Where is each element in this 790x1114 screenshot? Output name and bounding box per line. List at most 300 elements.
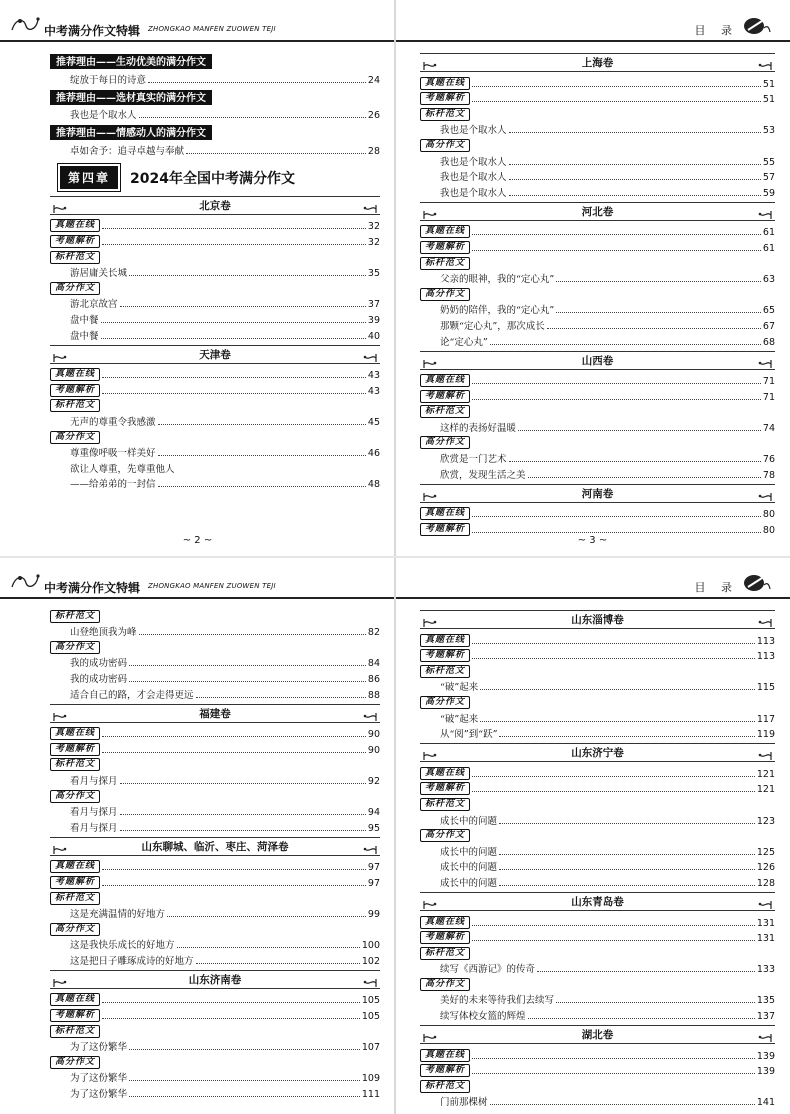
page-ref: 45 [367, 416, 380, 428]
toc-category-entry[interactable] [50, 248, 380, 264]
page-ref: 113 [756, 635, 775, 647]
toc-essay-entry[interactable] [420, 121, 775, 137]
toc-category-entry[interactable] [50, 991, 380, 1007]
category-tag: 高分作文 [50, 790, 100, 803]
toc-category-entry[interactable] [420, 403, 775, 419]
region-section-header [50, 837, 380, 856]
page-ref: 67 [762, 320, 775, 332]
toc-essay-entry[interactable] [420, 449, 775, 465]
page-number: ~ 2 ~ [182, 535, 213, 546]
toc-category-entry[interactable] [50, 787, 380, 803]
essay-title: 我也是个取水人 [440, 156, 507, 168]
essay-title: 看月与探月 [70, 822, 118, 834]
toc-category-entry[interactable] [420, 1062, 775, 1078]
toc-category-entry[interactable] [50, 1006, 380, 1022]
toc-category-entry[interactable] [50, 858, 380, 874]
scroll-ornament-icon [52, 841, 68, 860]
page-ref: 128 [756, 877, 775, 889]
pen-icon [742, 573, 772, 593]
dot-leader [102, 393, 366, 394]
essay-title: 那颗“定心丸”，那次成长 [440, 320, 545, 332]
scroll-ornament-icon [362, 974, 378, 993]
category-tag: 真题在线 [50, 993, 100, 1006]
page-ref: 76 [762, 454, 775, 466]
toc-category-entry[interactable] [420, 387, 775, 403]
essay-title: 奶奶的陪伴，我的“定心丸” [440, 305, 555, 317]
toc-category-entry[interactable] [420, 285, 775, 301]
toc-essay-entry[interactable] [420, 465, 775, 481]
toc-category-entry[interactable] [420, 136, 775, 152]
region-section-header [50, 196, 380, 215]
category-tag: 标杆范文 [420, 405, 470, 418]
essay-title: 欣赏是一门艺术 [440, 454, 507, 466]
toc-category-entry[interactable] [420, 505, 775, 521]
page-ref: 32 [367, 221, 380, 233]
page-ref: 123 [756, 815, 775, 827]
dot-leader [472, 383, 761, 384]
category-tag: 考题解析 [420, 241, 470, 254]
scroll-ornament-icon [52, 974, 68, 993]
page-ref: 113 [756, 651, 775, 663]
dot-leader [472, 791, 755, 792]
toc-essay-entry[interactable] [50, 444, 380, 460]
toc-essay-entry[interactable] [420, 183, 775, 199]
scroll-ornament-icon [757, 747, 773, 766]
toc-category-entry[interactable] [420, 1046, 775, 1062]
page-ref: 80 [762, 509, 775, 521]
category-tag: 高分作文 [420, 978, 470, 991]
category-tag: 真题在线 [50, 860, 100, 873]
header-rule [395, 597, 790, 599]
page-ref: 51 [762, 78, 775, 90]
page-ref: 119 [756, 729, 775, 741]
category-tag: 考题解析 [420, 649, 470, 662]
page-ref: 131 [756, 917, 775, 929]
category-tag: 标杆范文 [420, 665, 470, 678]
region-section-header [50, 345, 380, 364]
dot-leader [509, 195, 761, 196]
page-ref: 53 [762, 125, 775, 137]
toc-essay-entry[interactable] [420, 873, 775, 889]
essay-title: 山登绝顶我为峰 [70, 627, 137, 639]
page-ref: 137 [756, 1011, 775, 1023]
scroll-ornament-icon [422, 896, 438, 915]
essay-title: 绽放于每日的诗意 [70, 74, 147, 86]
toc-category-entry[interactable] [50, 397, 380, 413]
dot-leader [472, 925, 755, 926]
toc-essay-entry[interactable] [420, 991, 775, 1007]
scroll-ornament-icon [757, 614, 773, 633]
scroll-ornament-icon [757, 896, 773, 915]
chapter-heading [50, 163, 380, 193]
region-section-header [420, 53, 775, 72]
essay-title: 成长中的问题 [440, 815, 498, 827]
page-ref: 40 [367, 330, 380, 342]
header-rule [395, 40, 790, 42]
essay-title: 欲让人尊重，先尊重他人 [70, 463, 175, 475]
toc-essay-entry[interactable] [420, 709, 775, 725]
category-tag: 标杆范文 [50, 399, 100, 412]
toc-category-entry[interactable] [50, 1022, 380, 1038]
book-pinyin: ZHONGKAO MANFEN ZUOWEN TEJI [148, 25, 276, 33]
toc-essay-entry[interactable] [420, 725, 775, 741]
dot-leader [196, 963, 360, 964]
page-ref: 88 [367, 689, 380, 701]
page-ref: 24 [367, 74, 380, 86]
recommendation-heading: 推荐理由——生动优美的满分作文 [50, 54, 212, 69]
toc-category-entry[interactable] [50, 607, 380, 623]
toc-category-entry[interactable] [50, 725, 380, 741]
dot-leader [509, 164, 761, 165]
toc-essay-entry[interactable] [50, 141, 380, 157]
region-name: 山东济宁卷 [571, 747, 624, 760]
toc-essay-entry[interactable] [420, 270, 775, 286]
page-ref: 121 [756, 768, 775, 780]
essay-title: 成长中的问题 [440, 877, 498, 889]
region-section-header [420, 1025, 775, 1044]
page-ref: 121 [756, 784, 775, 796]
toc-essay-entry[interactable] [50, 475, 380, 491]
toc-essay-entry[interactable] [50, 326, 380, 342]
essay-title: 为了这份繁华 [70, 1042, 128, 1054]
header-rule [0, 597, 395, 599]
toc-essay-entry[interactable] [50, 295, 380, 311]
page-ref: 133 [756, 964, 775, 976]
toc-category-entry[interactable] [420, 795, 775, 811]
essay-title: 我也是个取水人 [440, 187, 507, 199]
spread-separator [0, 556, 790, 558]
toc-category-entry[interactable] [420, 631, 775, 647]
page-ref: 97 [367, 877, 380, 889]
toc-essay-entry[interactable] [420, 1093, 775, 1109]
scroll-ornament-icon [757, 355, 773, 374]
essay-title: 美好的未来等待我们去续写 [440, 995, 555, 1007]
chapter-title: 2024年全国中考满分作文 [130, 170, 295, 187]
region-section-header [420, 351, 775, 370]
page-ref: 71 [762, 376, 775, 388]
toc-category-entry[interactable] [420, 372, 775, 388]
page-ref: 90 [367, 744, 380, 756]
page-ref: 105 [361, 995, 380, 1007]
page-number: ~ 3 ~ [577, 535, 608, 546]
page-ref: 65 [762, 305, 775, 317]
category-tag: 真题在线 [420, 374, 470, 387]
region-name: 山东青岛卷 [571, 895, 624, 908]
scroll-ornament-icon [422, 614, 438, 633]
toc-category-entry[interactable] [50, 920, 380, 936]
toc-category-entry[interactable] [50, 279, 380, 295]
dot-leader [120, 783, 366, 784]
toc-label: 目 录 [694, 581, 738, 594]
toc-category-entry[interactable] [420, 929, 775, 945]
toc-essay-entry[interactable] [50, 951, 380, 967]
page-ref: 37 [367, 299, 380, 311]
toc-category-entry[interactable] [50, 366, 380, 382]
toc-category-entry[interactable] [50, 638, 380, 654]
toc-essay-entry[interactable] [420, 1006, 775, 1022]
toc-essay-entry[interactable] [420, 168, 775, 184]
dot-leader [472, 399, 761, 400]
page-ref: 57 [762, 172, 775, 184]
page-ref: 51 [762, 94, 775, 106]
dot-leader [102, 1002, 360, 1003]
category-tag: 考题解析 [420, 523, 470, 536]
dot-leader [472, 516, 761, 517]
toc-category-entry[interactable] [420, 520, 775, 536]
toc-essay-entry[interactable] [50, 669, 380, 685]
toc-category-entry[interactable] [50, 428, 380, 444]
region-name: 山东淄博卷 [571, 614, 624, 626]
category-tag: 真题在线 [50, 368, 100, 381]
toc-label: 目 录 [694, 24, 738, 37]
toc-essay-entry[interactable] [420, 418, 775, 434]
toc-essay-entry[interactable] [50, 654, 380, 670]
scroll-ornament-icon [52, 349, 68, 368]
toc-category-entry[interactable] [420, 105, 775, 121]
dot-leader [158, 424, 366, 425]
toc-category-entry[interactable] [50, 232, 380, 248]
essay-title: 游北京故宫 [70, 299, 118, 311]
dot-leader [167, 916, 366, 917]
category-tag: 标杆范文 [420, 257, 470, 270]
toc-content [50, 607, 380, 1100]
dot-leader [129, 1096, 360, 1097]
toc-category-entry[interactable] [50, 740, 380, 756]
toc-category-entry[interactable] [50, 381, 380, 397]
toc-essay-entry[interactable] [50, 1084, 380, 1100]
dot-leader [196, 697, 366, 698]
page-ref: 94 [367, 807, 380, 819]
page-ref: 86 [367, 673, 380, 685]
category-tag: 真题在线 [420, 767, 470, 780]
page-ref: 90 [367, 729, 380, 741]
toc-category-entry[interactable] [420, 434, 775, 450]
scroll-ornament-icon [362, 200, 378, 219]
toc-page-right-top [395, 0, 790, 557]
page-header [395, 0, 790, 44]
toc-category-entry[interactable] [50, 756, 380, 772]
toc-essay-entry[interactable] [420, 811, 775, 827]
region-name: 北京卷 [199, 199, 231, 212]
category-tag: 真题在线 [420, 1049, 470, 1062]
dot-leader [480, 721, 755, 722]
dot-leader [472, 1073, 755, 1074]
page-ref: 80 [762, 524, 775, 536]
category-tag: 标杆范文 [50, 1025, 100, 1038]
essay-title: 从“阅”到“跃” [440, 729, 498, 741]
category-tag: 高分作文 [50, 1056, 100, 1069]
region-name: 上海卷 [581, 57, 614, 69]
page-ref: 35 [367, 268, 380, 280]
dot-leader [101, 338, 366, 339]
page-ref: 117 [756, 713, 775, 725]
dot-leader [528, 477, 761, 478]
essay-title: 成长中的问题 [440, 862, 498, 874]
dot-leader [120, 306, 366, 307]
toc-category-entry[interactable] [420, 975, 775, 991]
page-ref: 109 [361, 1073, 380, 1085]
category-tag: 标杆范文 [420, 798, 470, 811]
dot-leader [480, 689, 755, 690]
category-tag: 高分作文 [420, 139, 470, 152]
toc-category-entry[interactable] [420, 693, 775, 709]
essay-title: 父亲的眼神，我的“定心丸” [440, 274, 555, 286]
toc-essay-entry[interactable] [420, 152, 775, 168]
toc-essay-entry[interactable] [50, 685, 380, 701]
toc-category-entry[interactable] [50, 1053, 380, 1069]
dot-leader [102, 1018, 360, 1019]
category-tag: 高分作文 [420, 436, 470, 449]
category-tag: 考题解析 [420, 390, 470, 403]
region-section-header [420, 484, 775, 503]
toc-category-entry[interactable] [420, 913, 775, 929]
pen-icon [742, 16, 772, 36]
scroll-ornament-icon [422, 206, 438, 225]
dot-leader [556, 1002, 755, 1003]
category-tag: 真题在线 [420, 916, 470, 929]
dot-leader [129, 665, 366, 666]
toc-essay-entry[interactable] [50, 106, 380, 122]
page-ref: 28 [367, 145, 380, 157]
scroll-ornament-icon [422, 355, 438, 374]
page-ref: 43 [367, 385, 380, 397]
category-tag: 标杆范文 [420, 1080, 470, 1093]
region-name: 福建卷 [199, 707, 231, 720]
dot-leader [102, 377, 366, 378]
toc-content [420, 607, 775, 1108]
toc-essay-entry[interactable] [50, 803, 380, 819]
region-section-header [420, 202, 775, 221]
region-section-header [420, 743, 775, 762]
dot-leader [528, 1018, 755, 1019]
page-ref: 111 [361, 1089, 380, 1101]
category-tag: 标杆范文 [50, 758, 100, 771]
essay-title: 为了这份繁华 [70, 1089, 128, 1101]
dot-leader [102, 228, 366, 229]
scroll-ornament-icon [52, 200, 68, 219]
toc-category-entry[interactable] [50, 217, 380, 233]
page-ref: 55 [762, 156, 775, 168]
page-header [395, 557, 790, 601]
dot-leader [472, 250, 761, 251]
category-tag: 高分作文 [50, 641, 100, 654]
dot-leader [556, 281, 761, 282]
essay-title: 这样的表扬好温暖 [440, 422, 517, 434]
page-ref: 74 [762, 422, 775, 434]
toc-essay-entry[interactable] [50, 771, 380, 787]
toc-essay-entry[interactable] [420, 842, 775, 858]
toc-category-entry[interactable] [420, 74, 775, 90]
toc-category-entry[interactable] [420, 254, 775, 270]
book-title: 中考满分作文特辑 [44, 24, 141, 38]
toc-category-entry[interactable] [420, 647, 775, 663]
scroll-ornament-icon [52, 708, 68, 727]
category-tag: 真题在线 [420, 77, 470, 90]
dot-leader [158, 455, 366, 456]
toc-category-entry[interactable] [50, 889, 380, 905]
page-ref: 84 [367, 658, 380, 670]
toc-category-entry[interactable] [420, 223, 775, 239]
dot-leader [129, 1049, 360, 1050]
toc-essay-entry[interactable] [420, 678, 775, 694]
toc-essay-entry[interactable] [420, 301, 775, 317]
scroll-ornament-icon [362, 349, 378, 368]
essay-title: 卓如舍予：追寻卓越与奉献 [70, 145, 185, 157]
dot-leader [102, 752, 366, 753]
category-tag: 标杆范文 [420, 947, 470, 960]
toc-essay-entry[interactable] [420, 858, 775, 874]
toc-category-entry[interactable] [420, 780, 775, 796]
page-ref: 141 [756, 1097, 775, 1109]
toc-essay-entry[interactable] [420, 332, 775, 348]
toc-essay-entry[interactable] [50, 264, 380, 280]
toc-essay-entry[interactable] [50, 905, 380, 921]
dot-leader [177, 947, 360, 948]
category-tag: 高分作文 [420, 829, 470, 842]
toc-essay-entry[interactable] [50, 623, 380, 639]
page-ref: 59 [762, 187, 775, 199]
toc-essay-entry[interactable] [50, 459, 380, 475]
page-ref: 135 [756, 995, 775, 1007]
essay-title: 我的成功密码 [70, 658, 128, 670]
category-tag: 高分作文 [420, 288, 470, 301]
essay-title: 这是充满温情的好地方 [70, 909, 166, 921]
toc-category-entry[interactable] [50, 873, 380, 889]
dot-leader [499, 885, 755, 886]
dot-leader [499, 869, 755, 870]
page-ref: 63 [762, 274, 775, 286]
toc-essay-entry[interactable] [50, 70, 380, 86]
page-ref: 139 [756, 1050, 775, 1062]
dot-leader [120, 830, 366, 831]
page-ref: 61 [762, 242, 775, 254]
toc-essay-entry[interactable] [50, 310, 380, 326]
toc-category-entry[interactable] [420, 662, 775, 678]
toc-essay-entry[interactable] [50, 1069, 380, 1085]
toc-category-entry[interactable] [420, 90, 775, 106]
toc-category-entry[interactable] [420, 827, 775, 843]
dot-leader [509, 179, 761, 180]
toc-category-entry[interactable] [420, 764, 775, 780]
page-ref: 131 [756, 933, 775, 945]
region-section-header [420, 892, 775, 911]
toc-category-entry[interactable] [420, 238, 775, 254]
book-pinyin: ZHONGKAO MANFEN ZUOWEN TEJI [148, 582, 276, 590]
category-tag: 考题解析 [50, 876, 100, 889]
essay-title: 这是我快乐成长的好地方 [70, 940, 175, 952]
dot-leader [490, 344, 761, 345]
toc-essay-entry[interactable] [50, 1038, 380, 1054]
region-section-header [50, 704, 380, 723]
toc-essay-entry[interactable] [50, 818, 380, 834]
page-ref: 100 [361, 940, 380, 952]
dot-leader [490, 1104, 755, 1105]
toc-essay-entry[interactable] [50, 936, 380, 952]
toc-essay-entry[interactable] [420, 960, 775, 976]
page-ref: 46 [367, 448, 380, 460]
toc-essay-entry[interactable] [50, 412, 380, 428]
region-name: 山东济南卷 [188, 973, 242, 986]
essay-title: 适合自己的路，才会走得更远 [70, 689, 194, 701]
page-ref: 61 [762, 227, 775, 239]
toc-category-entry[interactable] [420, 944, 775, 960]
page-header [0, 557, 395, 601]
scroll-ornament-icon [362, 841, 378, 860]
page-header [0, 0, 395, 44]
category-tag: 考题解析 [50, 1009, 100, 1022]
toc-category-entry[interactable] [420, 1077, 775, 1093]
toc-essay-entry[interactable] [420, 316, 775, 332]
